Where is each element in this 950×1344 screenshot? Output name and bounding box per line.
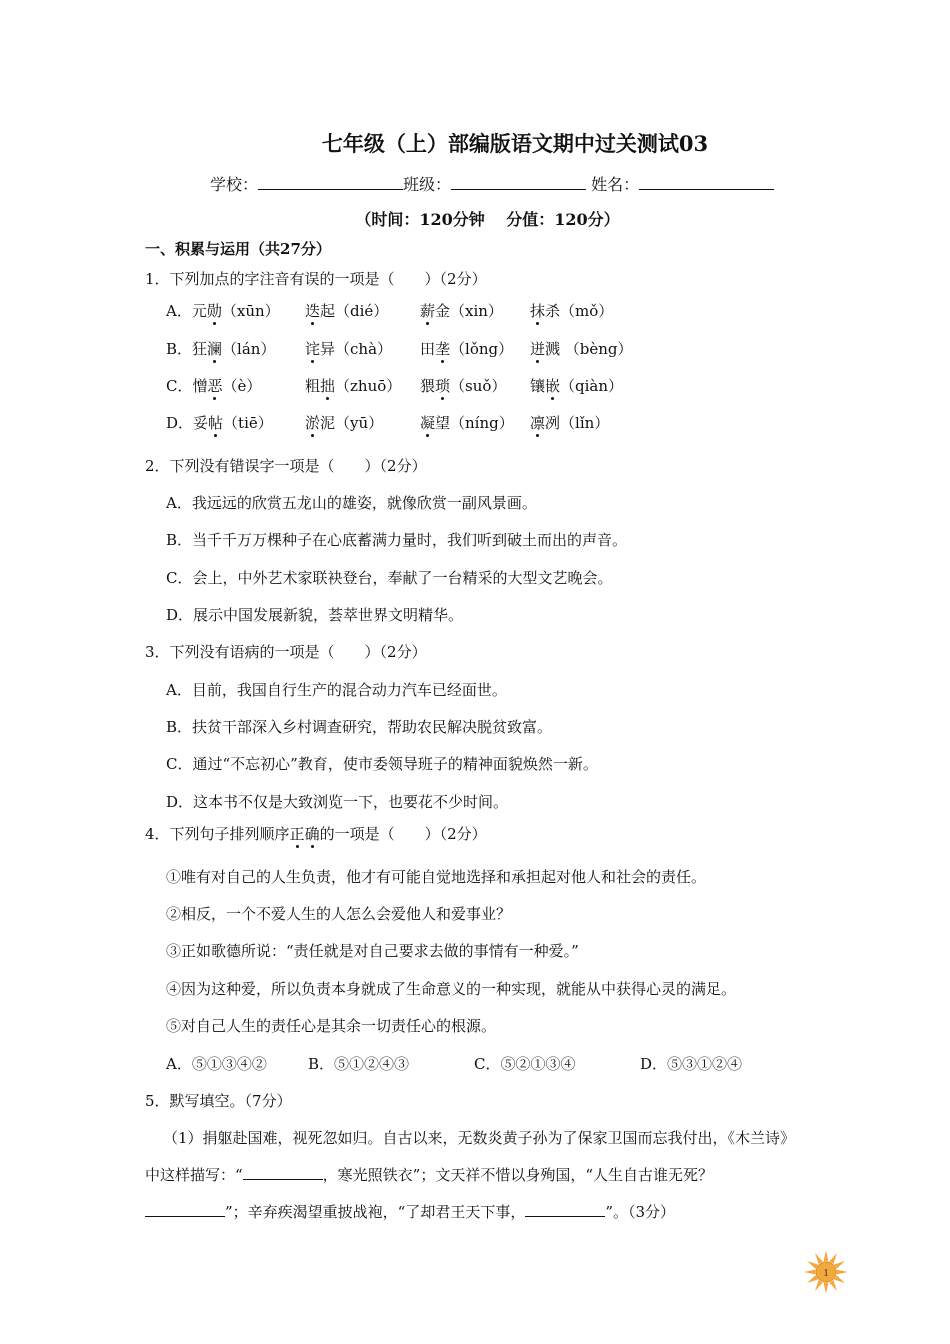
question-1-option-word [420, 412, 514, 433]
question-4-sentence-5: ⑤对自己人生的责任心是其余一切责任心的根源。 [166, 1017, 497, 1035]
dotted-char: 诧 [305, 340, 321, 358]
question-5-text: ”。（3分） [605, 1203, 676, 1221]
question-1-option-word [305, 338, 392, 359]
time-score-info: （时间：120分钟 分值：120分） [355, 210, 620, 229]
question-1-option-word [166, 338, 275, 359]
question-1-option-word [530, 375, 623, 396]
question-4-choice-a: A．⑤①③④② [166, 1055, 267, 1073]
option-text: 泥（yū） [320, 414, 384, 432]
student-info-line [210, 172, 774, 195]
question-1-option-word [166, 412, 273, 433]
option-text: （qiàn） [560, 377, 624, 395]
dotted-char: 凝 [420, 414, 436, 432]
question-4-sentence-2: ②相反，一个不爱人生的人怎么会爱他人和爱事业？ [166, 905, 512, 923]
option-text: （tiē） [223, 414, 273, 432]
dotted-char: 迭 [305, 302, 321, 320]
question-2-option-a: A．我远远的欣赏五龙山的雄姿，就像欣赏一副风景画。 [166, 494, 537, 512]
sun-ray [829, 1253, 837, 1264]
school-label: 学校： [210, 175, 259, 194]
dotted-char: 迸 [530, 340, 546, 358]
question-3-option-c: C．通过“不忘初心”教育，使市委领导班子的精神面貌焕然一新。 [166, 755, 598, 773]
question-1-option-word [530, 300, 613, 321]
question-1-option-word [166, 300, 280, 321]
option-text: 溅 （bèng） [545, 340, 633, 358]
sun-ray [815, 1280, 823, 1291]
dotted-char: 帖 [208, 414, 224, 432]
question-5-part-1 [145, 1120, 810, 1231]
question-1-option-word [305, 375, 401, 396]
page-number-badge [802, 1248, 850, 1296]
sun-ray [837, 1270, 848, 1275]
question-4-stem-text: 的一项是（ ）（2分） [319, 825, 487, 843]
sun-ray [834, 1275, 845, 1283]
page-number: 1 [823, 1267, 829, 1279]
question-5-text: ”；辛弃疾渴望重披战袍，“了却君王天下事， [225, 1203, 526, 1221]
sun-ray [807, 1261, 818, 1269]
dotted-char: 恶 [207, 377, 223, 395]
option-text: 金（xin） [435, 302, 503, 320]
dotted-char: 薪 [420, 302, 436, 320]
fill-blank[interactable] [525, 1203, 605, 1217]
question-1-option-word [305, 412, 383, 433]
question-4-sentence-3: ③正如歌德所说：“责任就是对自己要求去做的事情有一种爱。” [166, 942, 579, 960]
option-text: 冽（lǐn） [545, 414, 610, 432]
question-5-text: （1）捐躯赴国难，视死忽如归。自古以来，无数炎黄子孙为了保家卫国而忘我付出，《木兰诗》中这样描写：“ [145, 1129, 796, 1184]
question-2-stem: 2．下列没有错误字一项是（ ）（2分） [145, 457, 427, 475]
option-text: 粗 [305, 377, 321, 395]
option-text: 田 [420, 340, 436, 358]
dotted-char: 凛 [530, 414, 546, 432]
option-text: 杀（mǒ） [545, 302, 614, 320]
option-text: （suǒ） [450, 377, 507, 395]
dotted-char: 澜 [207, 340, 223, 358]
option-text: 望（níng） [435, 414, 514, 432]
option-text: （zhuō） [335, 377, 402, 395]
question-4-dotted-char: 确 [304, 825, 320, 843]
option-text: B．狂 [166, 340, 208, 358]
class-blank [451, 175, 586, 190]
dotted-char: 拙 [320, 377, 336, 395]
sun-ray [815, 1253, 823, 1264]
option-text: 镶 [530, 377, 546, 395]
option-text: 起（dié） [320, 302, 389, 320]
option-text: 猥 [420, 377, 436, 395]
sun-ray [807, 1275, 818, 1283]
option-text: C．憎 [166, 377, 208, 395]
question-1-option-word [420, 300, 503, 321]
question-4-choice-d: D．⑤③①②④ [640, 1055, 743, 1073]
option-text: （è） [222, 377, 262, 395]
dotted-char: 勋 [206, 302, 222, 320]
question-3-option-a: A．目前，我国自行生产的混合动力汽车已经面世。 [166, 681, 507, 699]
page-title: 七年级（上）部编版语文期中过关测试03 [321, 131, 709, 156]
option-text: （lǒng） [450, 340, 514, 358]
name-blank [639, 175, 774, 190]
class-label: 班级： [403, 175, 452, 194]
dotted-char: 嵌 [545, 377, 561, 395]
question-4-choice-c: C．⑤②①③④ [474, 1055, 576, 1073]
sun-ray [804, 1270, 815, 1275]
question-2-option-c: C．会上，中外艺术家联袂登台，奉献了一台精采的大型文艺晚会。 [166, 569, 613, 587]
option-text: D．妥 [166, 414, 209, 432]
fill-blank[interactable] [145, 1203, 225, 1217]
question-2-option-b: B．当千千万万棵种子在心底蓄满力量时，我们听到破土而出的声音。 [166, 531, 628, 549]
question-3-stem: 3．下列没有语病的一项是（ ）（2分） [145, 643, 427, 661]
question-4-sentence-4: ④因为这种爱，所以负责本身就成了生命意义的一种实现，就能从中获得心灵的满足。 [166, 980, 737, 998]
question-3-option-b: B．扶贫干部深入乡村调查研究，帮助农民解决脱贫致富。 [166, 718, 553, 736]
question-2-option-d: D．展示中国发展新貌，荟萃世界文明精华。 [166, 606, 464, 624]
dotted-char: 淤 [305, 414, 321, 432]
question-1-option-word [305, 300, 388, 321]
option-text: 异（chà） [320, 340, 393, 358]
question-5-text: ，寒光照铁衣”；文天祥不惜以身殉国，“人生自古谁无死？ [322, 1166, 714, 1184]
dotted-char: 垄 [435, 340, 451, 358]
name-label: 姓名： [591, 175, 640, 194]
question-1-option-word [530, 412, 609, 433]
question-4-sentence-1: ①唯有对自己的人生负责，他才有可能自觉地选择和承担起对他人和社会的责任。 [166, 868, 707, 886]
dotted-char: 抹 [530, 302, 546, 320]
question-1-option-word [420, 375, 506, 396]
question-3-option-d: D．这本书不仅是大致浏览一下，也要花不少时间。 [166, 793, 509, 811]
question-4-dotted-char: 正 [289, 825, 305, 843]
fill-blank[interactable] [243, 1166, 323, 1180]
question-4-stem-text: 4．下列句子排列顺序 [145, 825, 290, 843]
option-text: （lán） [222, 340, 276, 358]
question-1-option-word [420, 338, 513, 359]
question-5-stem: 5．默写填空。（7分） [145, 1092, 292, 1110]
section-heading: 一、积累与运用（共27分） [145, 240, 331, 258]
question-1-option-word [166, 375, 261, 396]
question-4-stem [145, 823, 487, 844]
sun-ray [824, 1250, 829, 1261]
option-text: （xūn） [221, 302, 280, 320]
dotted-char: 琐 [435, 377, 451, 395]
school-blank [258, 175, 403, 190]
question-4-choice-b: B．⑤①②④③ [308, 1055, 410, 1073]
sun-icon [802, 1248, 850, 1296]
question-1-stem: 1．下列加点的字注音有误的一项是（ ）（2分） [145, 270, 487, 288]
sun-ray [829, 1280, 837, 1291]
option-text: A．元 [166, 302, 207, 320]
sun-ray [824, 1283, 829, 1294]
sun-ray [834, 1261, 845, 1269]
question-1-option-word [530, 338, 633, 359]
